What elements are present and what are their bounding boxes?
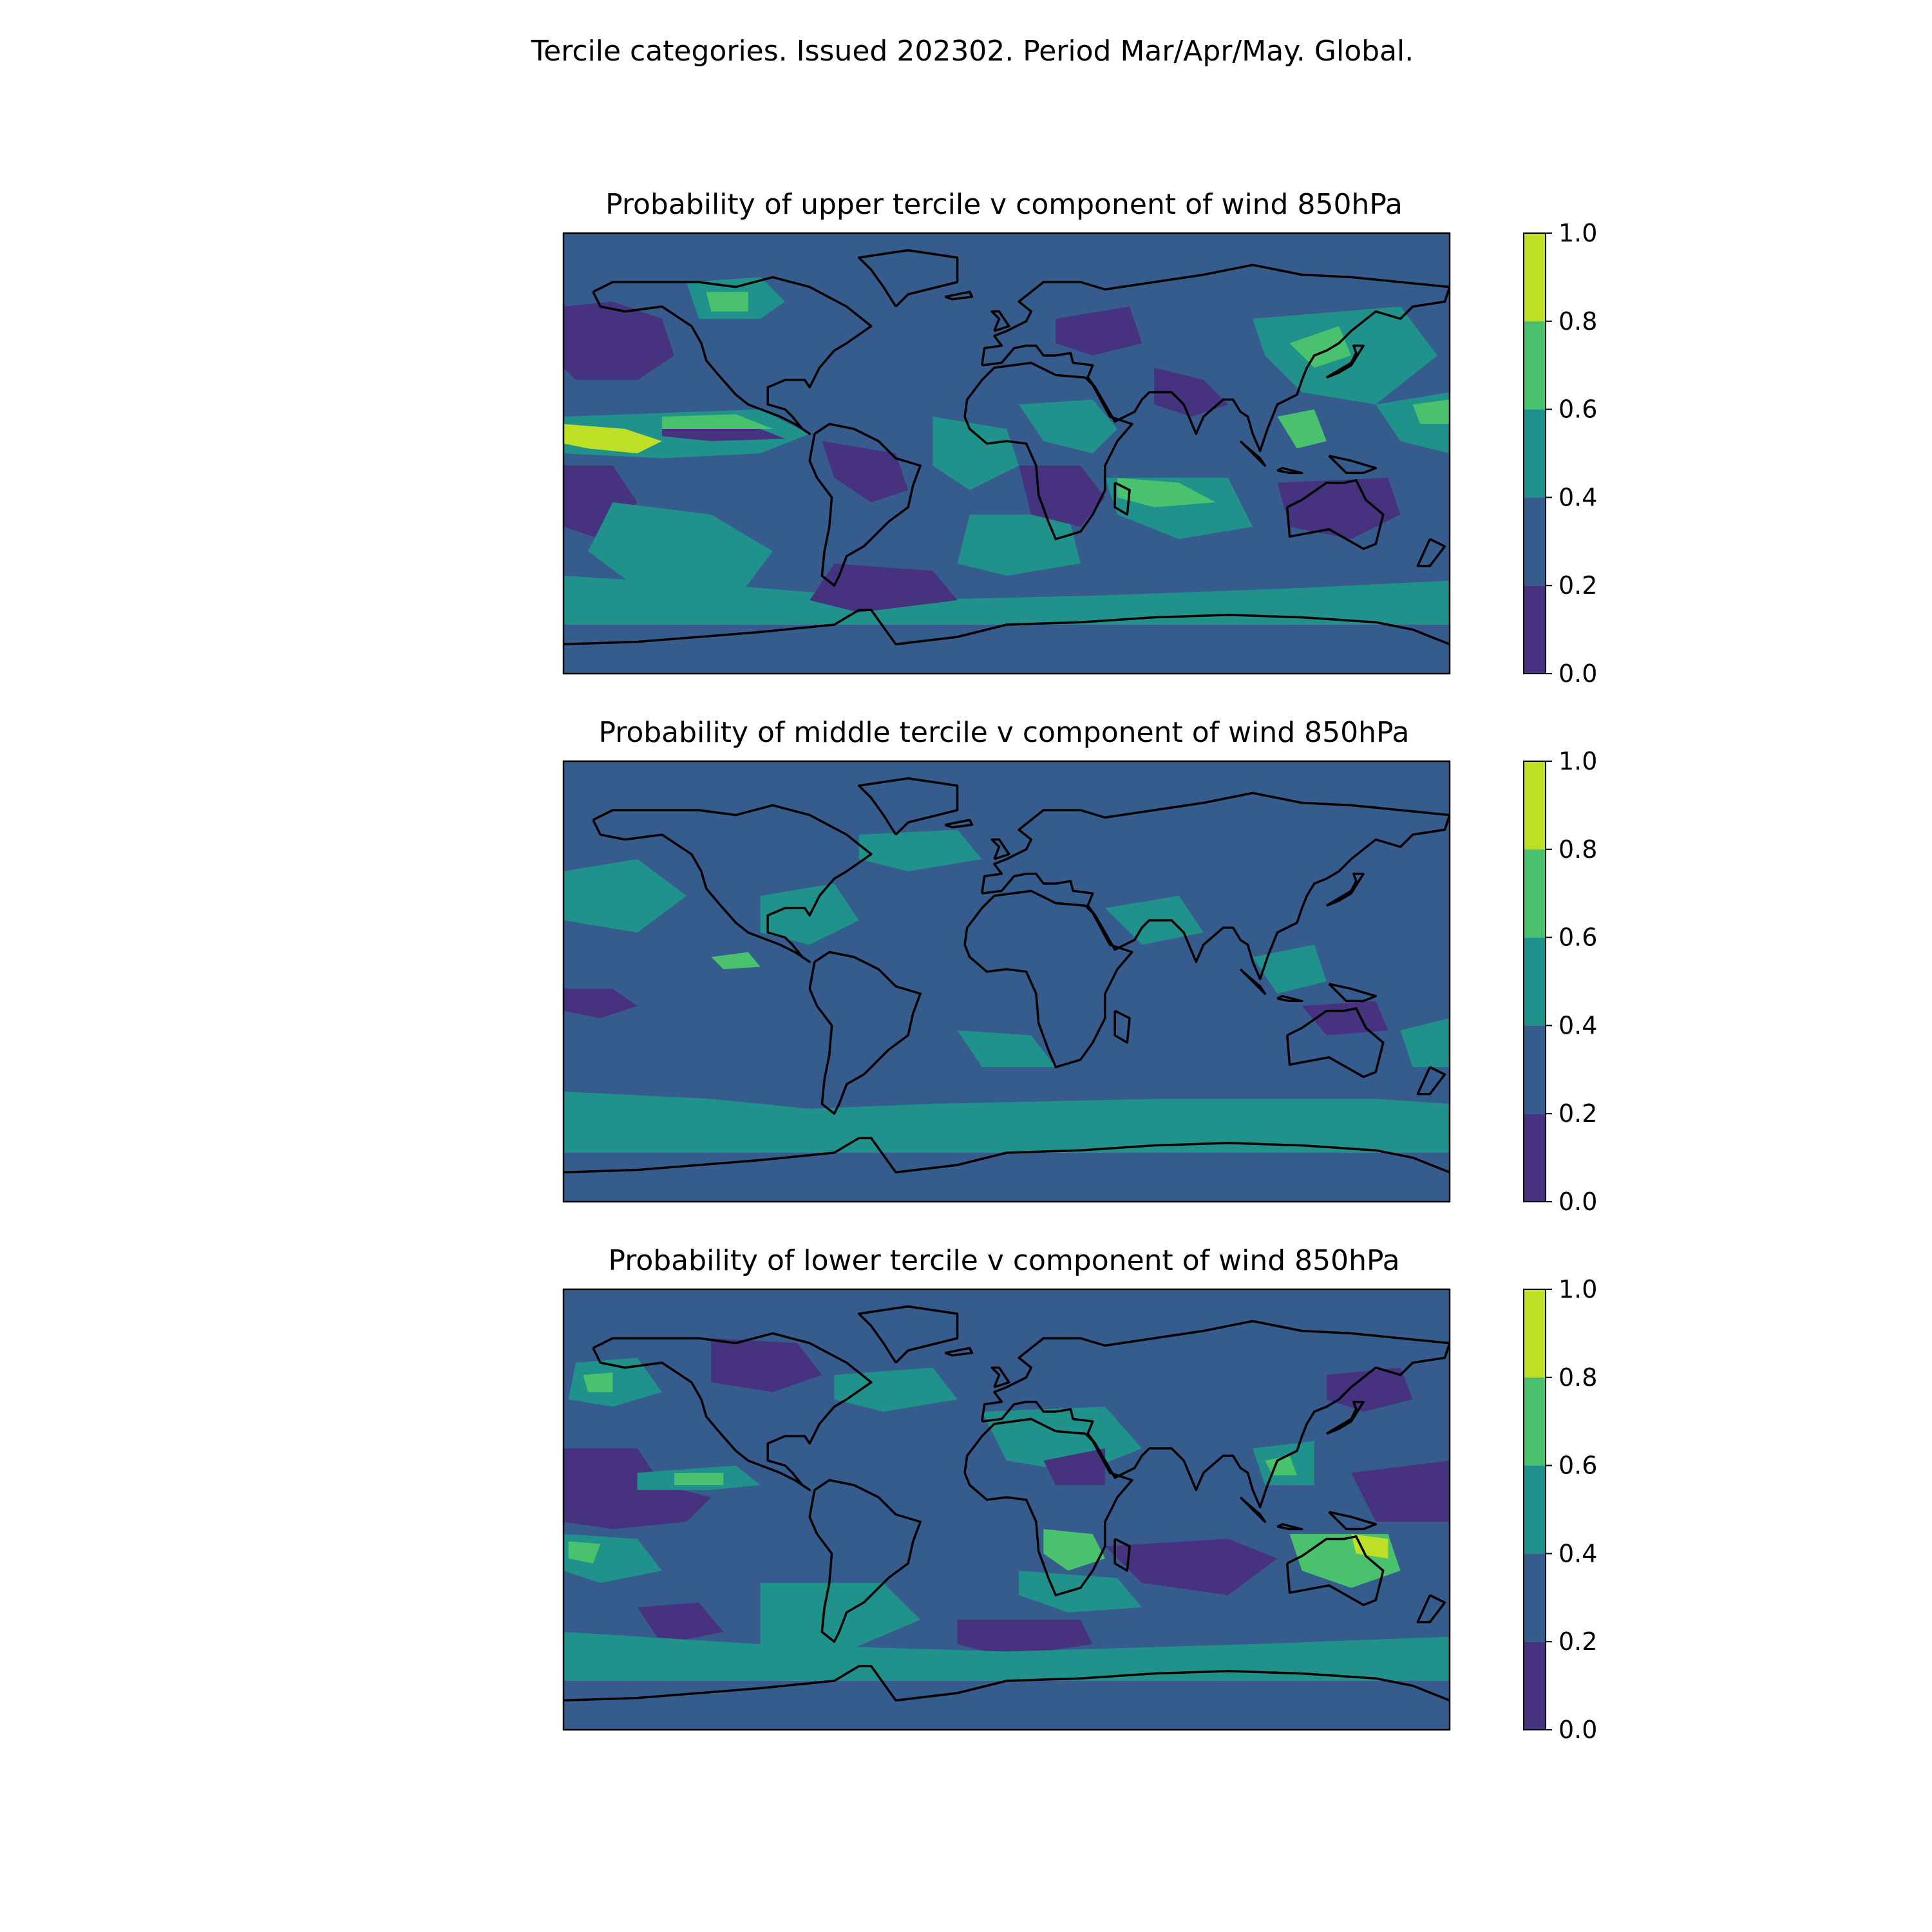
map-middle-tercile	[564, 761, 1450, 1202]
panel-lower-tercile	[564, 1244, 1597, 1744]
colorbar-tick-label: 0.0	[1558, 659, 1598, 688]
colorbar-segment	[1524, 585, 1546, 674]
colorbar-segment	[1524, 761, 1546, 849]
panel-lower-title: Probability of lower tercile v component of wind 850hPa	[608, 1244, 1400, 1277]
colorbar-segment	[1524, 1466, 1546, 1554]
colorbar-tick-label: 0.8	[1558, 307, 1598, 336]
colorbar-lower	[1524, 1275, 1597, 1744]
probability-region	[674, 1473, 723, 1485]
colorbar-tick-label: 1.0	[1558, 219, 1598, 247]
colorbar-upper	[1524, 219, 1597, 688]
panel-middle-tercile	[564, 716, 1597, 1216]
map-lower-tercile	[564, 1289, 1450, 1730]
colorbar-segment	[1524, 321, 1546, 410]
figure-suptitle: Tercile categories. Issued 202302. Period Mar/Apr/May. Global.	[531, 35, 1414, 68]
colorbar-tick-label: 0.4	[1558, 483, 1598, 512]
colorbar-middle	[1524, 747, 1597, 1216]
panel-upper-tercile	[564, 188, 1597, 688]
colorbar-segment	[1524, 1553, 1546, 1642]
colorbar-segment	[1524, 1378, 1546, 1466]
probability-region	[706, 292, 748, 311]
colorbar-segment	[1524, 849, 1546, 938]
colorbar-segment	[1524, 497, 1546, 585]
colorbar-tick-label: 0.8	[1558, 1363, 1598, 1392]
colorbar-segment	[1524, 233, 1546, 321]
probability-region	[583, 1372, 613, 1392]
panel-upper-title: Probability of upper tercile v component of wind 850hPa	[605, 188, 1403, 221]
map-upper-tercile	[564, 233, 1450, 674]
colorbar-tick-label: 0.6	[1558, 923, 1598, 952]
colorbar-tick-label: 1.0	[1558, 1275, 1598, 1303]
colorbar-tick-label: 0.6	[1558, 395, 1598, 424]
colorbar-tick-label: 0.4	[1558, 1539, 1598, 1568]
colorbar-tick-label: 0.2	[1558, 571, 1598, 600]
colorbar-segment	[1524, 410, 1546, 498]
panel-middle-title: Probability of middle tercile v component of wind 850hPa	[598, 716, 1410, 749]
colorbar-segment	[1524, 1289, 1546, 1378]
colorbar-tick-label: 0.4	[1558, 1011, 1598, 1040]
colorbar-tick-label: 0.0	[1558, 1716, 1598, 1744]
colorbar-tick-label: 0.8	[1558, 835, 1598, 864]
colorbar-segment	[1524, 1642, 1546, 1730]
colorbar-tick-label: 0.6	[1558, 1451, 1598, 1480]
colorbar-tick-label: 1.0	[1558, 747, 1598, 775]
colorbar-tick-label: 0.2	[1558, 1627, 1598, 1656]
colorbar-tick-label: 0.0	[1558, 1188, 1598, 1216]
colorbar-segment	[1524, 938, 1546, 1026]
colorbar-segment	[1524, 1113, 1546, 1202]
colorbar-tick-label: 0.2	[1558, 1099, 1598, 1128]
colorbar-segment	[1524, 1025, 1546, 1113]
